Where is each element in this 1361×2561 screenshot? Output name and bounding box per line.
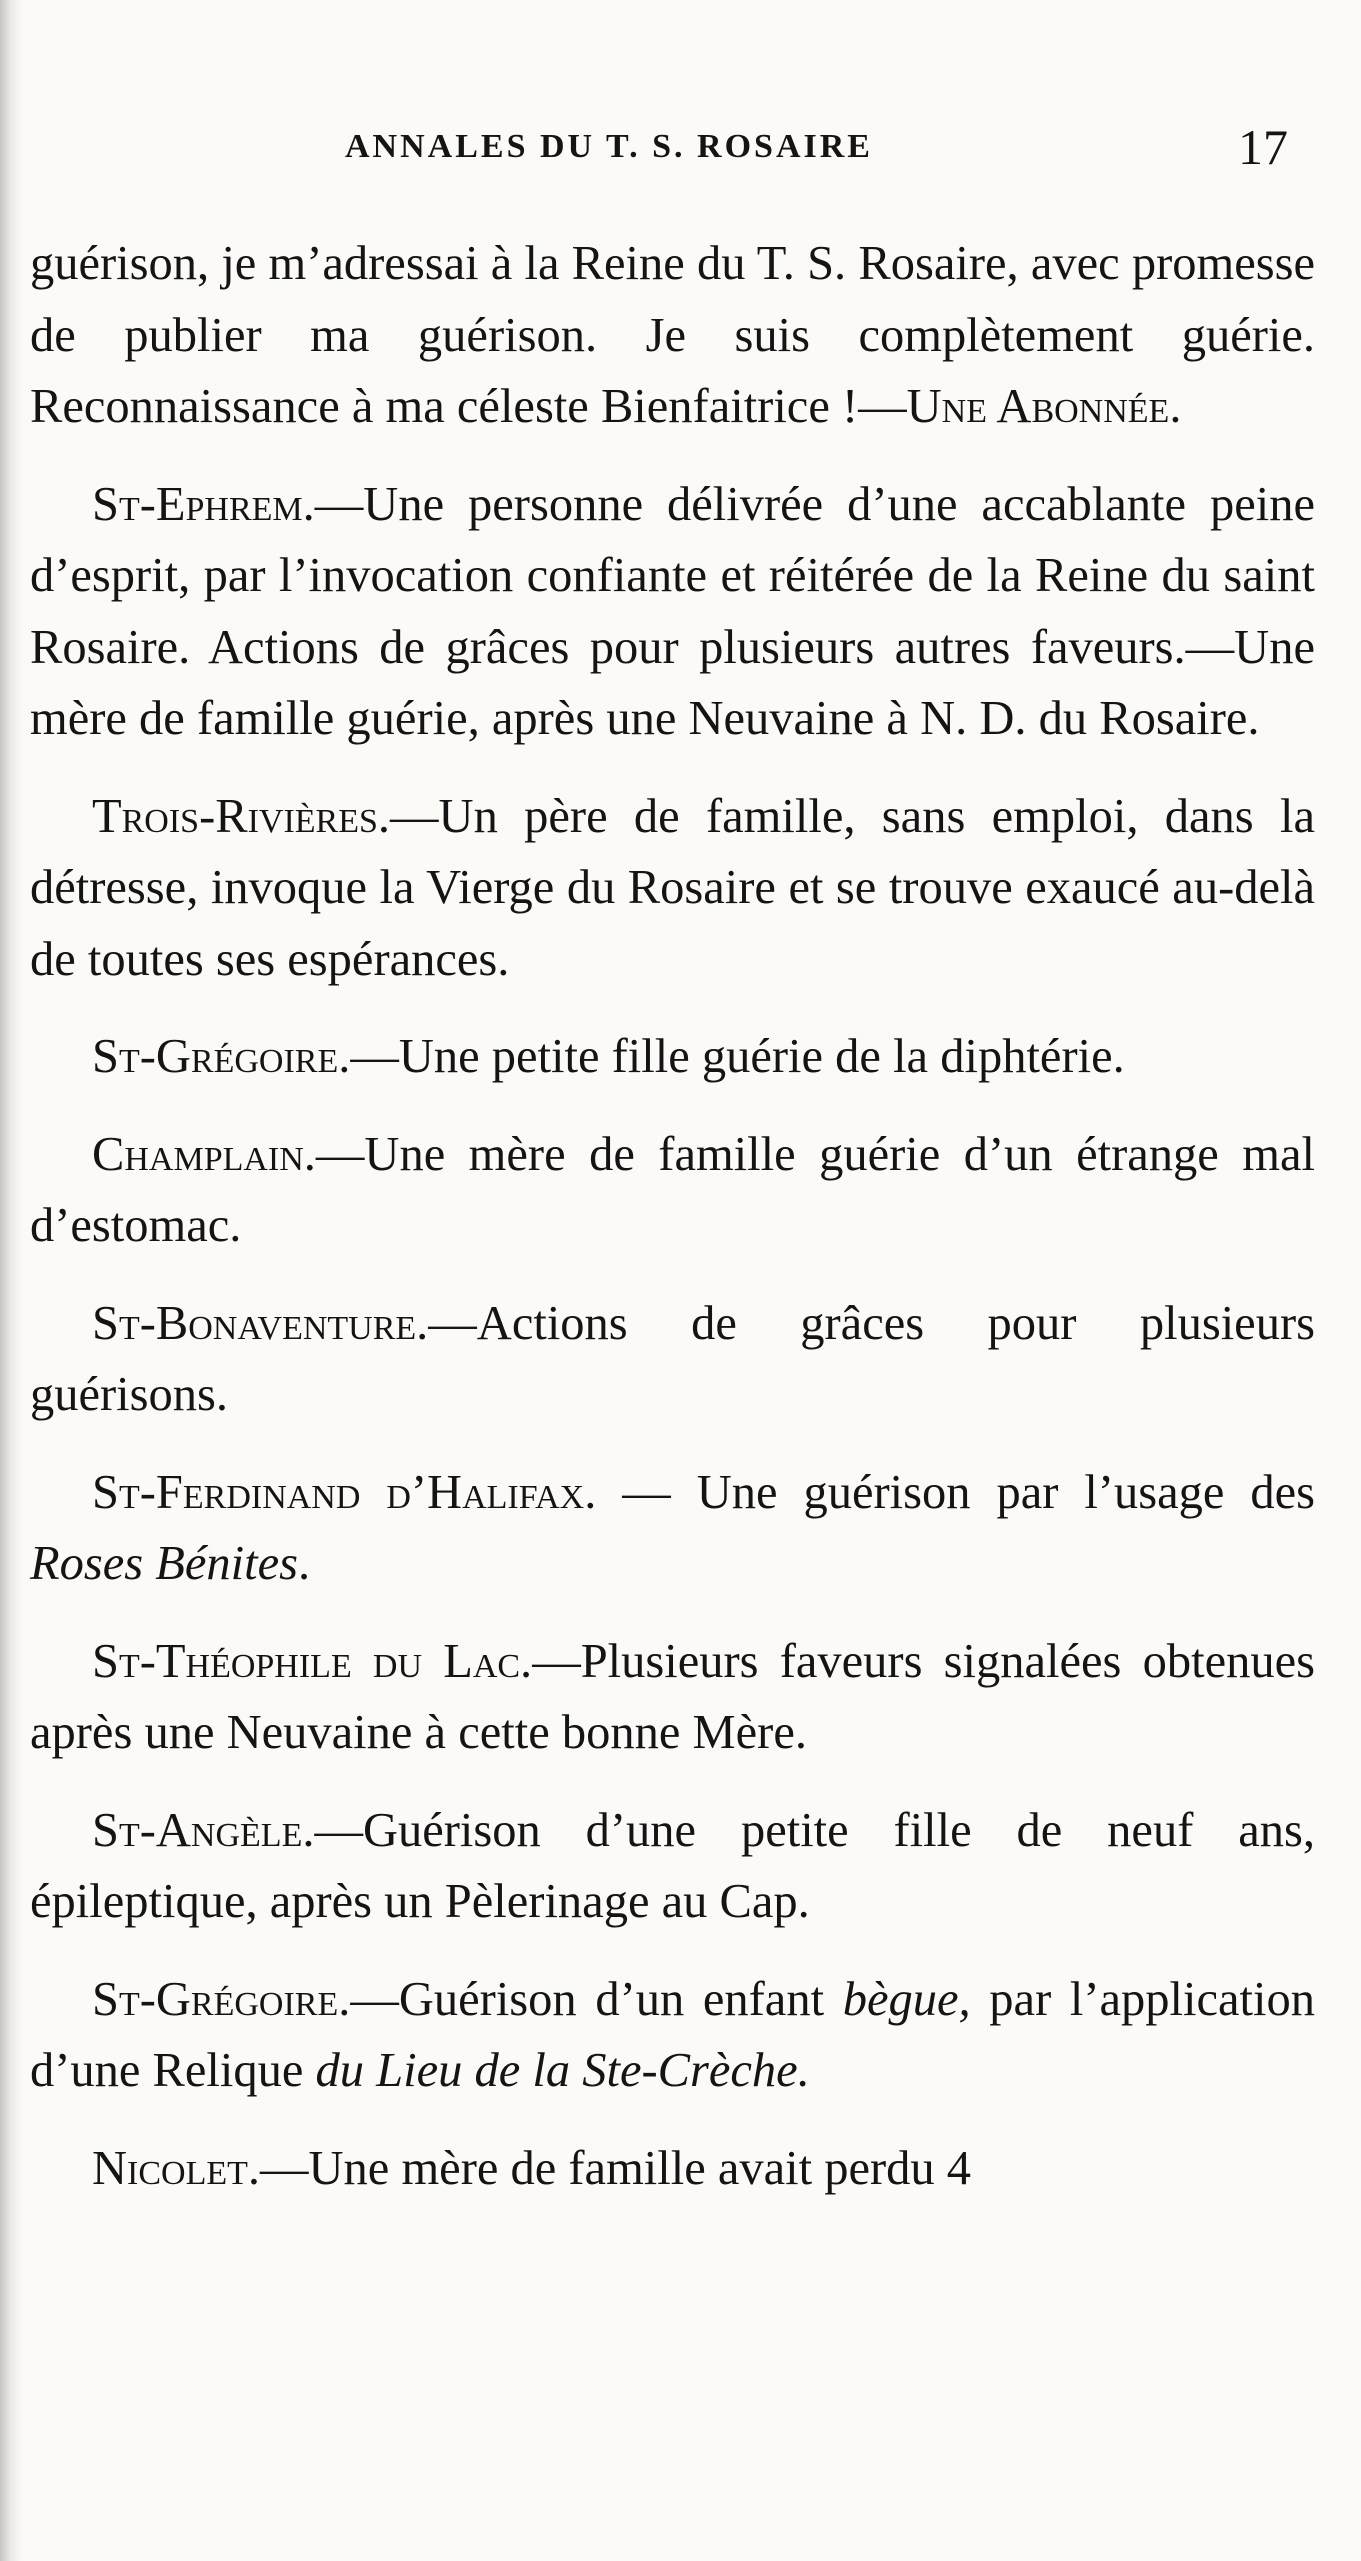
place-name: St-Angèle. [92,1803,315,1857]
place-name: St-Théophile du Lac. [92,1634,533,1688]
page-binding-shadow [0,0,22,2561]
place-name: St-Grégoire. [92,1030,351,1083]
place-name: Nicolet. [92,2141,261,2195]
entry-st-gregoire-1 [30,1021,1315,1093]
running-head: ANNALES DU T. S. ROSAIRE [345,128,873,165]
place-name: St-Ferdinand d’Halifax. [92,1465,597,1519]
entry-st-gregoire-2 [30,1964,1315,2107]
page-header [0,118,1361,178]
entry-text-middle: par l’application d’une Relique [30,1972,1315,2097]
italic-text: Roses Bénites [30,1537,299,1590]
entry-text: —Guérison d’un enfant [350,1972,843,2026]
place-name: St-Bonaventure. [92,1296,429,1350]
entry-text: —Plusieurs faveurs signalées obtenues après une Neuvaine à cette bonne Mère. [30,1634,1315,1759]
entry-st-angele [30,1795,1315,1938]
entry-text: —Une petite fille guérie de la diphtérie. [350,1030,1125,1083]
entry-text: —Une mère de famille avait perdu 4 [260,2141,972,2195]
entry-st-ephrem [30,469,1315,755]
italic-text: du Lieu de la Ste-Crèche. [315,2044,810,2097]
entry-text: —Une personne délivrée d’une accablante peine d’esprit, par l’invocation confiante et réitérée de la Reine du saint Rosaire. Actions de grâces pour plusieurs autres faveurs.—Une mère de famille guérie, après une Neuvaine à N. D. du Rosaire. [30,477,1315,745]
entry-text: —Actions de grâces pour plusieurs guérisons. [30,1296,1315,1421]
entry-text-end: . [298,1537,311,1590]
body-text [30,228,1315,2230]
paragraph-continuation [30,228,1315,443]
signature: Une Abonnée. [906,380,1182,433]
entry-text: —Guérison d’une petite fille de neuf ans, épileptique, après un Pèlerinage au Cap. [30,1803,1315,1928]
page-number: 17 [1238,119,1288,175]
place-name: Champlain. [92,1127,316,1181]
place-name: St-Grégoire. [92,1972,351,2026]
entry-nicolet [30,2133,1315,2205]
entry-champlain [30,1119,1315,1262]
entry-text: — Une guérison par l’usage des [596,1465,1315,1519]
entry-st-theophile [30,1626,1315,1769]
entry-st-ferdinand [30,1457,1315,1600]
entry-text: —Une mère de famille guérie d’un étrange mal d’estomac. [30,1127,1315,1252]
place-name: St-Ephrem. [92,477,315,531]
paragraph-text: guérison, je m’adressai à la Reine du T. S. Rosaire, avec promesse de publier ma guérison. Je suis complètement guérie. Reconnaissance à ma céleste Bienfaitrice !— [30,237,1315,433]
entry-st-bonaventure [30,1288,1315,1431]
entry-text: —Un père de famille, sans emploi, dans la détresse, invoque la Vierge du Rosaire et se trouve exaucé au-delà de toutes ses espérances. [30,789,1315,986]
place-name: Trois-Rivières. [92,789,391,843]
italic-text: bègue, [842,1972,971,2026]
entry-trois-rivieres [30,781,1315,996]
